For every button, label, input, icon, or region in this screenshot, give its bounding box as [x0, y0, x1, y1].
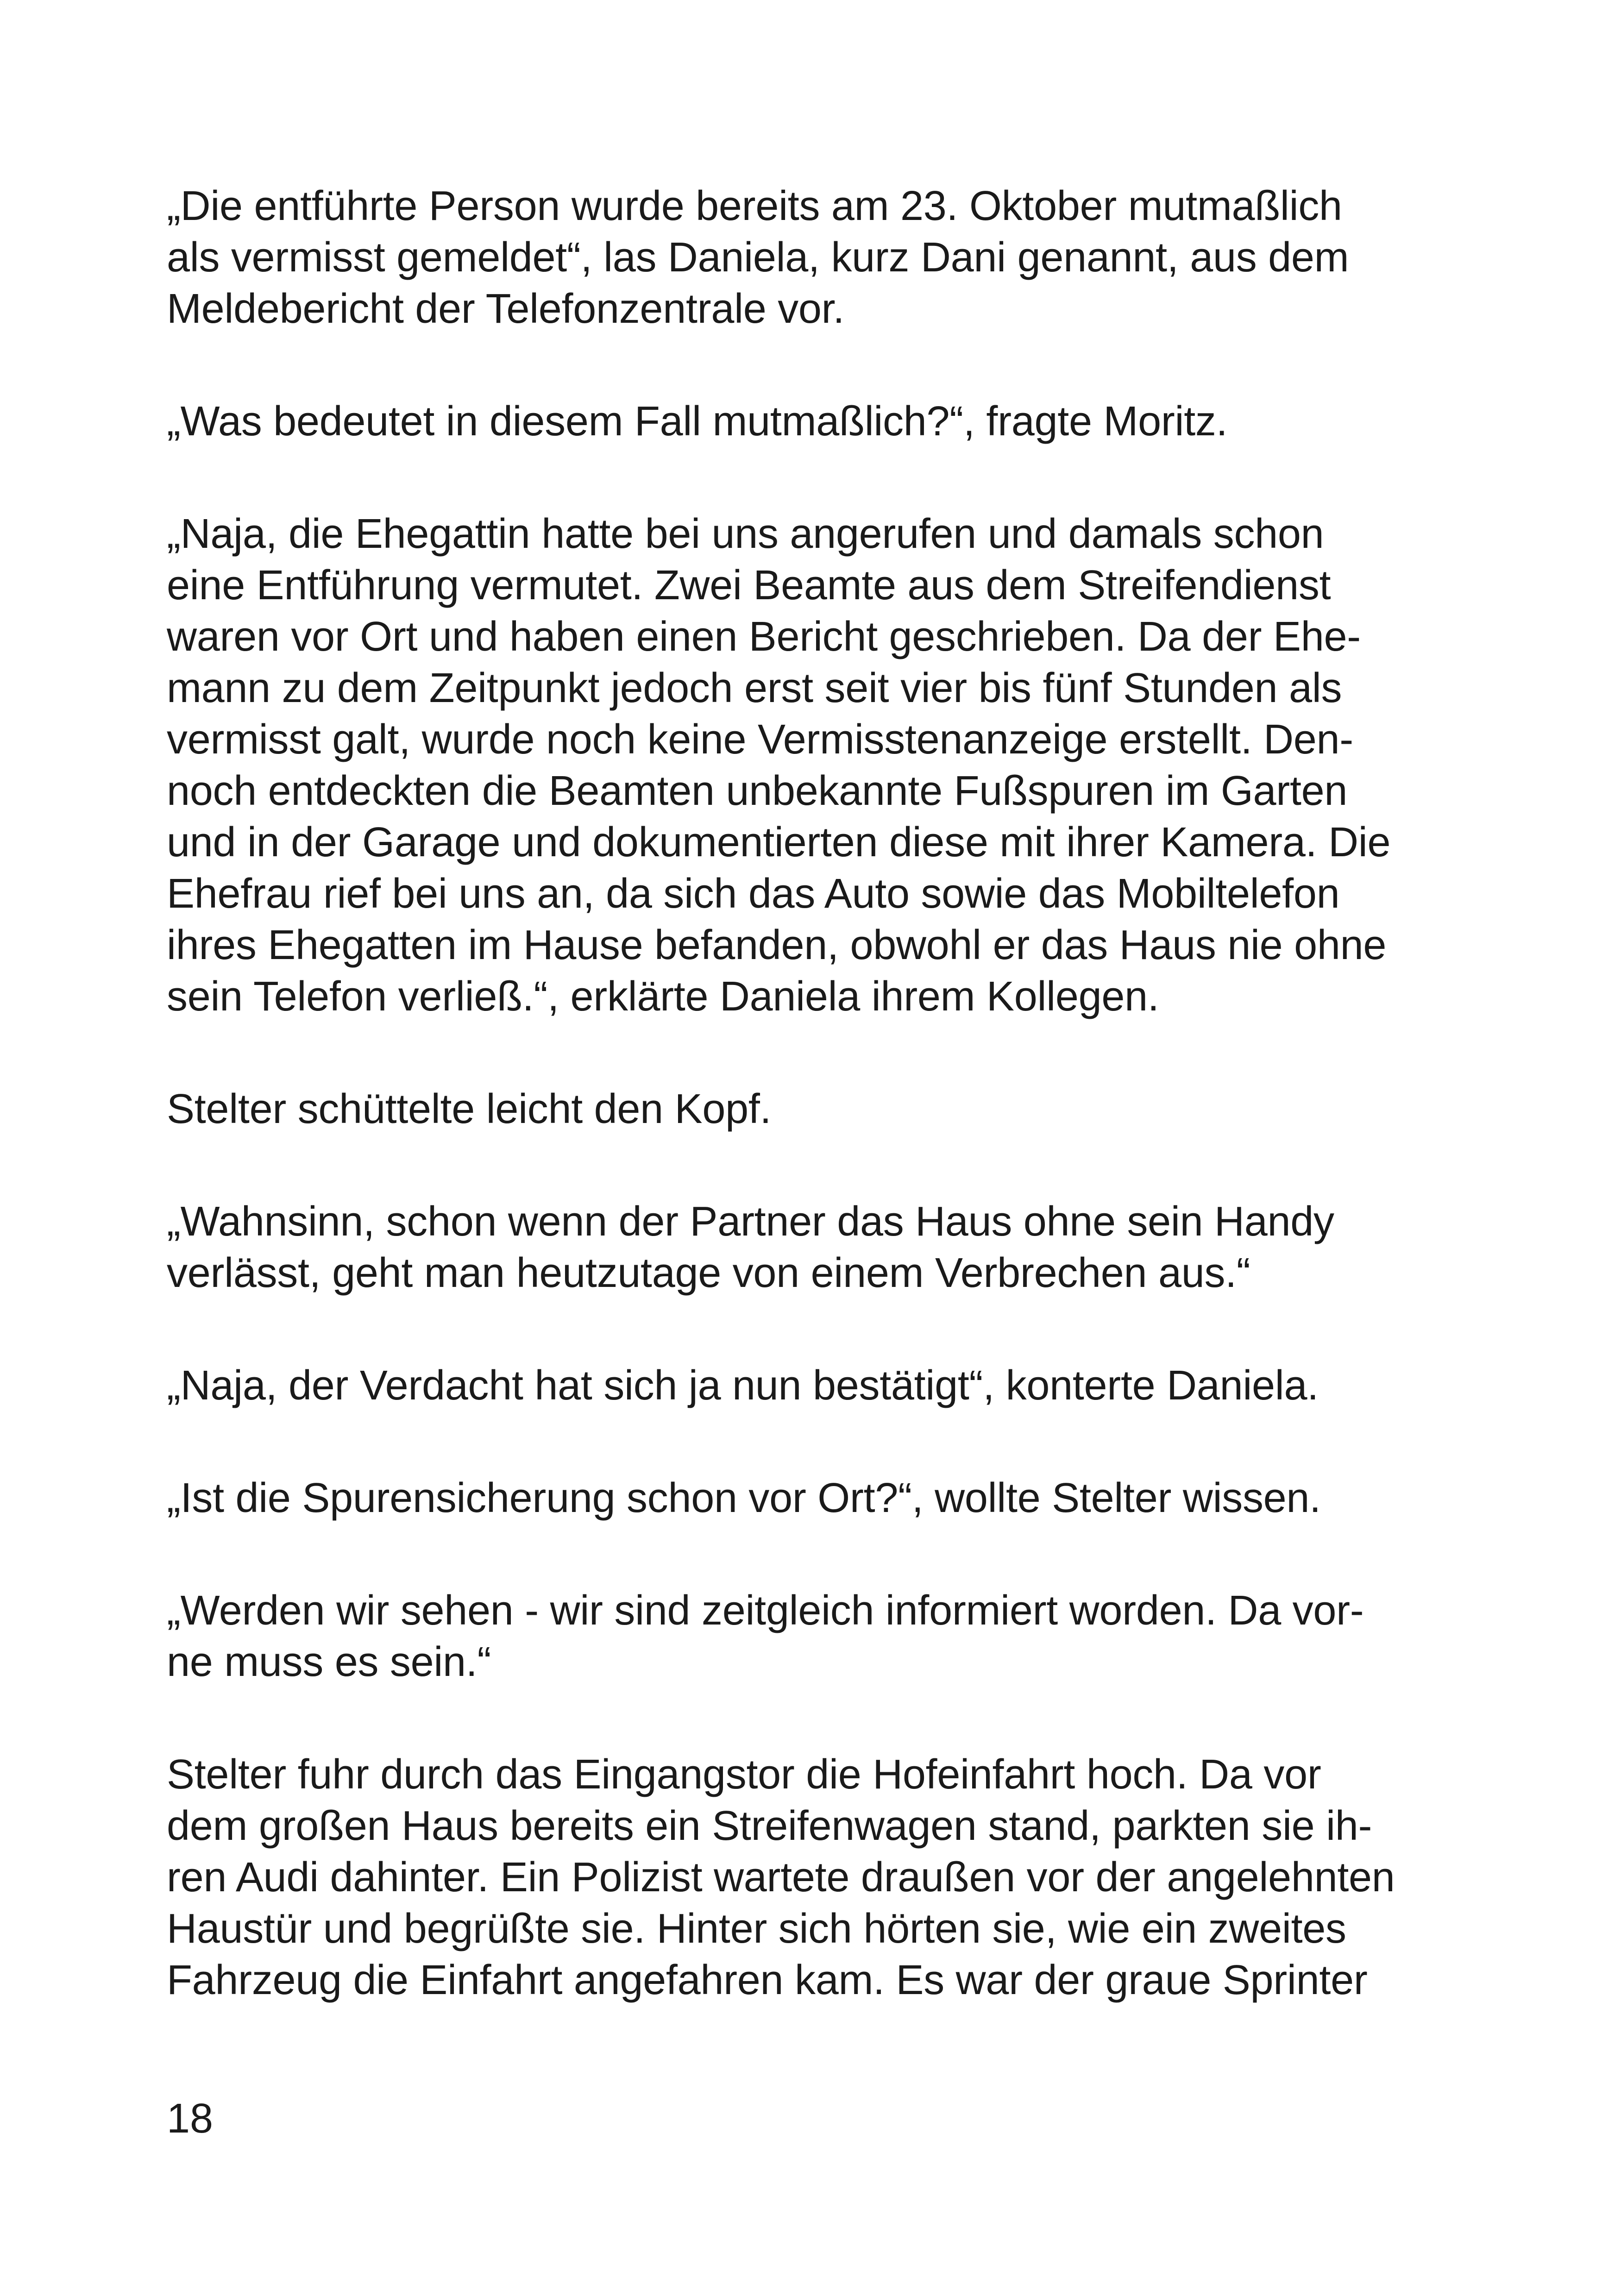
- text-line: waren vor Ort und haben einen Bericht geschrieben. Da der Ehe-: [167, 614, 1361, 660]
- paragraph-6: [167, 1360, 1436, 1411]
- text-line: als vermisst gemeldet“, las Daniela, kurz Dani genannt, aus dem: [167, 234, 1349, 281]
- text-line: ihres Ehegatten im Hause befanden, obwohl er das Haus nie ohne: [167, 922, 1387, 968]
- text-line: Meldebericht der Telefonzentrale vor.: [167, 286, 845, 332]
- text-line: „Ist die Spurensicherung schon vor Ort?“, wollte Stelter wissen.: [167, 1475, 1321, 1521]
- paragraph-1: [167, 181, 1436, 335]
- page-number: 18: [167, 2095, 214, 2142]
- paragraph-7: [167, 1473, 1436, 1524]
- text-line: „Wahnsinn, schon wenn der Partner das Haus ohne sein Handy: [167, 1198, 1334, 1245]
- text-line: und in der Garage und dokumentierten diese mit ihrer Kamera. Die: [167, 819, 1391, 866]
- text-line: Haustür und begrüßte sie. Hinter sich hörten sie, wie ein zweites: [167, 1906, 1346, 1952]
- text-line: ne muss es sein.“: [167, 1639, 491, 1685]
- text-line: sein Telefon verließ.“, erklärte Daniela ihrem Kollegen.: [167, 973, 1159, 1020]
- paragraph-3: [167, 508, 1436, 1023]
- body-text: [167, 181, 1436, 2006]
- paragraph-5: [167, 1196, 1436, 1299]
- paragraph-9: [167, 1749, 1436, 2006]
- text-line: dem großen Haus bereits ein Streifenwagen stand, parkten sie ih-: [167, 1803, 1372, 1849]
- text-line: verlässt, geht man heutzutage von einem Verbrechen aus.“: [167, 1250, 1250, 1296]
- text-line: Stelter fuhr durch das Eingangstor die Hofeinfahrt hoch. Da vor: [167, 1751, 1321, 1798]
- text-line: Stelter schüttelte leicht den Kopf.: [167, 1086, 772, 1132]
- paragraph-8: [167, 1585, 1436, 1688]
- text-line: Fahrzeug die Einfahrt angefahren kam. Es war der graue Sprinter: [167, 1957, 1368, 2003]
- text-line: vermisst galt, wurde noch keine Vermisstenanzeige erstellt. Den-: [167, 716, 1353, 763]
- text-line: Ehefrau rief bei uns an, da sich das Auto sowie das Mobiltelefon: [167, 871, 1340, 917]
- paragraph-2: [167, 396, 1436, 447]
- paragraph-4: [167, 1084, 1436, 1135]
- text-line: „Naja, der Verdacht hat sich ja nun bestätigt“, konterte Daniela.: [167, 1362, 1319, 1409]
- text-line: „Was bedeutet in diesem Fall mutmaßlich?“, fragte Moritz.: [167, 398, 1228, 445]
- text-line: ren Audi dahinter. Ein Polizist wartete draußen vor der angelehnten: [167, 1854, 1395, 1901]
- text-line: mann zu dem Zeitpunkt jedoch erst seit vier bis fünf Stunden als: [167, 665, 1342, 711]
- text-line: „Naja, die Ehegattin hatte bei uns angerufen und damals schon: [167, 511, 1324, 557]
- text-line: „Werden wir sehen - wir sind zeitgleich informiert worden. Da vor-: [167, 1587, 1364, 1634]
- text-line: eine Entführung vermutet. Zwei Beamte aus dem Streifendienst: [167, 562, 1331, 609]
- text-line: noch entdeckten die Beamten unbekannte Fußspuren im Garten: [167, 768, 1348, 814]
- text-line: „Die entführte Person wurde bereits am 23. Oktober mutmaßlich: [167, 183, 1342, 229]
